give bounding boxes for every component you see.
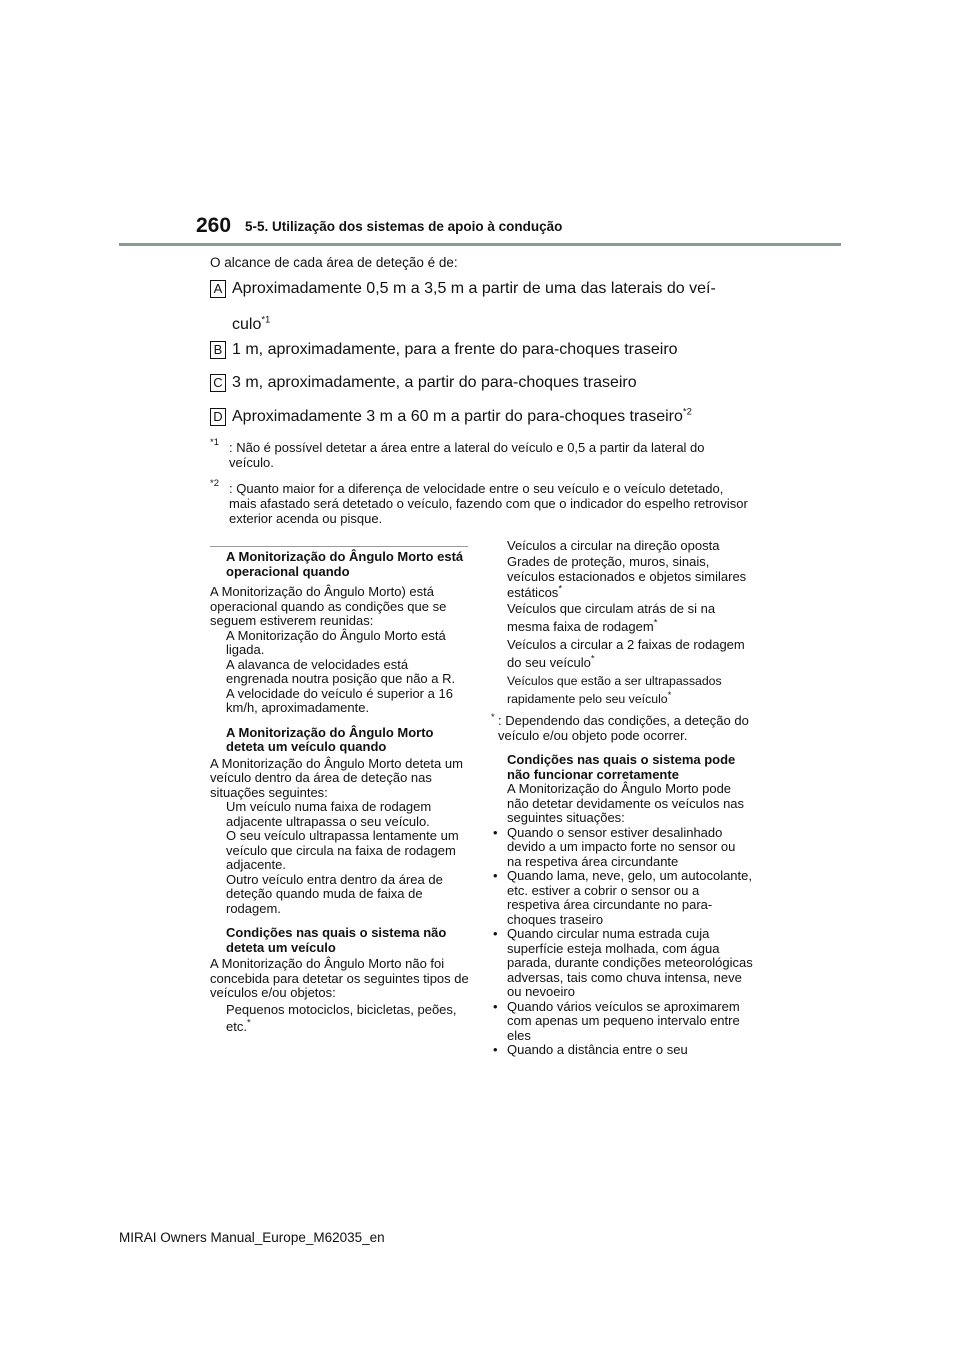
paragraph: A Monitorização do Ângulo Morto pode não detetar devidamente os veículos nas seguintes situações: — [507, 781, 745, 825]
label-box-a: A — [210, 280, 226, 298]
situation-item: Outro veículo entra dentro da área de deteção quando muda de faixa de rodagem. — [226, 871, 443, 916]
footnote-text: : Quanto maior for a diferença de velocidade entre o seu veículo e o veículo detetado, mais afastado será detetado o veículo, fazendo com que o indicador do espelho retrovisor exterior acenda ou pisque. — [229, 481, 748, 526]
paragraph: A Monitorização do Ângulo Morto) está operacional quando as condições que se seguem estiverem reunidas: — [210, 584, 447, 628]
condition-item: A Monitorização do Ângulo Morto está ligada. — [226, 627, 446, 657]
label-box-d: D — [210, 408, 226, 426]
range-a — [210, 280, 716, 338]
situation-item: O seu veículo ultrapassa lentamente um veículo que circula na faixa de rodagem adjacente. — [226, 828, 459, 872]
footnote-1: *1 : Não é possível detetar a área entre a lateral do veículo e 0,5 a partir da lateral do veículo. — [210, 440, 750, 470]
object-item: Pequenos motociclos, bicicletas, peões, etc.* — [226, 1001, 457, 1034]
left-column — [210, 550, 472, 1035]
bullet-item: • Quando a distância entre o seu — [493, 1042, 688, 1057]
bullet-item: • Quando o sensor estiver desalinhado devido a um impacto forte no sensor ou na respetiva área circundante — [493, 824, 736, 869]
section-title: 5-5. Utilização dos sistemas de apoio à condução — [245, 219, 563, 234]
object-item: Veículos a circular na direção oposta — [507, 538, 720, 553]
heading-detects: A Monitorização do Ângulo Morto deteta um veículo quando — [226, 724, 434, 754]
footnote-ref: *2 — [682, 406, 692, 418]
footnote-2: *2 : Quanto maior for a diferença de velocidade entre o seu veículo e o veículo detetado, mais afastado será detetado o veículo, fazendo com que o indicador do espelho retrovisor exterior acenda ou pisque. — [210, 481, 750, 526]
range-c — [210, 374, 637, 396]
range-d — [210, 408, 692, 430]
label-box-b: B — [210, 341, 226, 359]
footnote-text: : Não é possível detetar a área entre a lateral do veículo e 0,5 a partir da lateral do veículo. — [229, 440, 705, 470]
bullet-item: • Quando circular numa estrada cuja superfície esteja molhada, com água parada, durante condições meteorológicas adversas, tais como chuva intensa, neve ou nevoeiro — [493, 926, 753, 999]
footer-text: MIRAI Owners Manual_Europe_M62035_en — [119, 1230, 385, 1245]
range-a-text: Aproximadamente 0,5 m a 3,5 m a partir de uma das laterais do veí- — [232, 280, 716, 297]
bullet-item: • Quando lama, neve, gelo, um autocolante, etc. estiver a cobrir o sensor ou a respetiva área circundante no para-choques traseiro — [493, 868, 752, 927]
range-b — [210, 341, 678, 363]
range-a-text-cont: culo — [232, 316, 262, 333]
note: * : Dependendo das condições, a deteção do veículo e/ou objeto pode ocorrer. — [491, 712, 749, 743]
object-item: Grades de proteção, muros, sinais, veículos estacionados e objetos similares estáticos* — [507, 553, 747, 600]
range-d-text: Aproximadamente 3 m a 60 m a partir do para-choques traseiro — [232, 408, 683, 425]
object-item: Veículos a circular a 2 faixas de rodagem do seu veículo* — [507, 637, 745, 670]
object-item: Veículos que circulam atrás de si na mesma faixa de rodagem* — [507, 601, 716, 634]
column-divider — [210, 546, 468, 547]
condition-item: A alavanca de velocidades está engrenada noutra posição que não a R. — [226, 656, 456, 686]
object-item: Veículos que estão a ser ultrapassados rapidamente pelo seu veículo* — [507, 674, 722, 706]
right-column — [491, 539, 753, 1058]
heading-not-detect: Condições nas quais o sistema não deteta um veículo — [226, 925, 447, 955]
paragraph: A Monitorização do Ângulo Morto deteta um veículo dentro da área de deteção nas situações seguintes: — [210, 755, 463, 800]
label-box-c: C — [210, 374, 226, 392]
condition-item: A velocidade do veículo é superior a 16 km/h, aproximadamente. — [226, 685, 453, 715]
situation-item: Um veículo numa faixa de rodagem adjacente ultrapassa o seu veículo. — [226, 799, 432, 829]
heading-operational: A Monitorização do Ângulo Morto está operacional quando — [226, 549, 464, 579]
range-c-text: 3 m, aproximadamente, a partir do para-choques traseiro — [232, 374, 637, 391]
intro-text: O alcance de cada área de deteção é de: — [210, 255, 458, 270]
footnote-ref: *1 — [261, 314, 271, 326]
bullet-item: • Quando vários veículos se aproximarem com apenas um pequeno intervalo entre eles — [493, 998, 740, 1043]
heading-limitations: Condições nas quais o sistema pode não funcionar corretamente — [507, 752, 736, 782]
header-divider — [119, 243, 841, 246]
range-b-text: 1 m, aproximadamente, para a frente do para-choques traseiro — [232, 341, 678, 358]
page-number: 260 — [196, 214, 232, 237]
paragraph: A Monitorização do Ângulo Morto não foi concebida para detetar os seguintes tipos de veículos e/ou objetos: — [210, 956, 469, 1000]
